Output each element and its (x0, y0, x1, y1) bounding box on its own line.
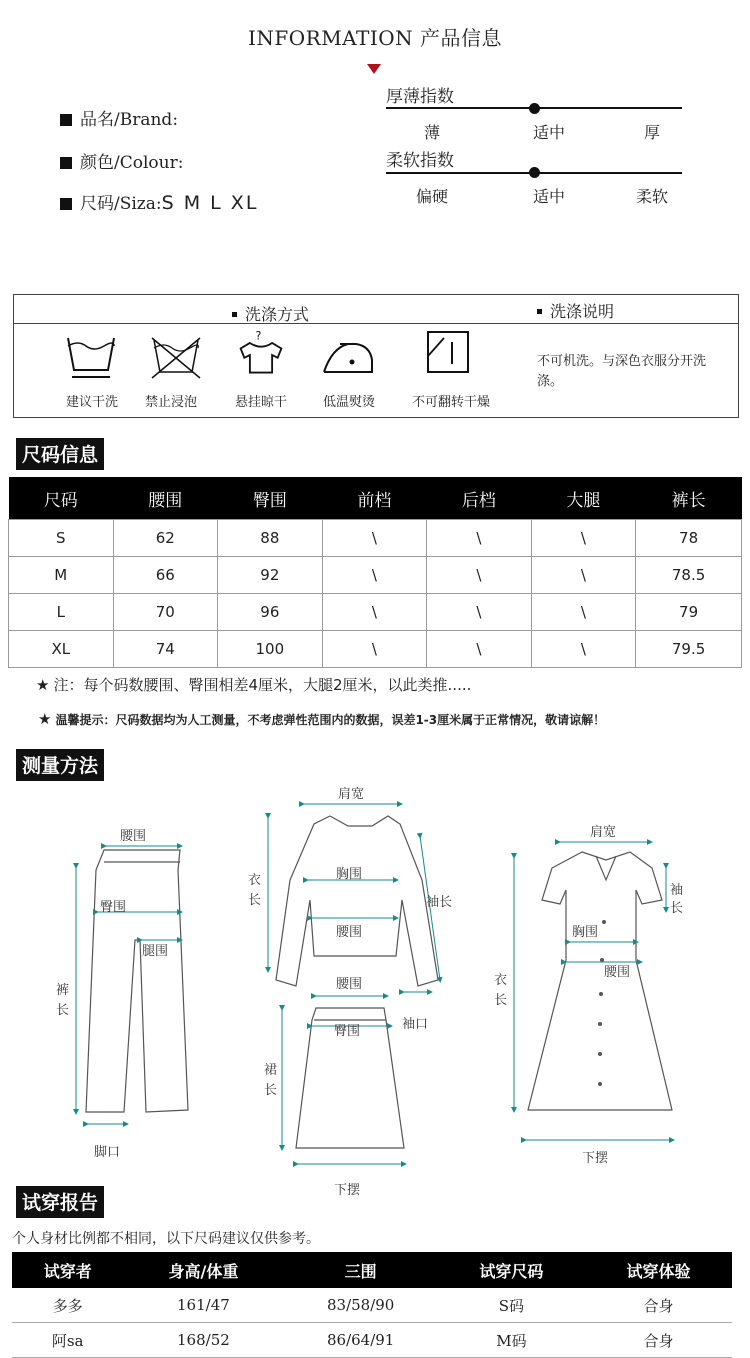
dress-shoulder-label: 肩宽 (590, 825, 617, 840)
softness-level-dot (529, 167, 540, 178)
wash-icon-label: 低温熨烫 (322, 395, 375, 410)
size-cell: \ (322, 631, 427, 668)
hang-dry-icon (231, 330, 291, 380)
fit-cell: 合身 (585, 1288, 732, 1323)
thickness-label-thin: 薄 (424, 123, 441, 142)
size-cell: \ (531, 520, 636, 557)
size-cell: 70 (113, 594, 218, 631)
thickness-label-thick: 厚 (644, 123, 661, 142)
size-header-cell: 臀围 (218, 477, 323, 520)
brand-label: 品名/Brand: (80, 110, 179, 130)
wash-icon-label: 禁止浸泡 (144, 395, 197, 410)
wash-header-divider (13, 323, 738, 324)
fit-cell: M码 (438, 1323, 585, 1358)
measure-method-tag: 测量方法 (16, 749, 104, 781)
fit-cell: 86/64/91 (283, 1323, 438, 1358)
dry-clean-basin-icon (62, 334, 122, 384)
pants-hip-label: 臀围 (100, 900, 127, 915)
size-cell: S (9, 520, 114, 557)
softness-title: 柔软指数 (386, 151, 454, 171)
measurement-diagram (0, 780, 750, 1200)
size-cell: 100 (218, 631, 323, 668)
square-bullet-icon (60, 157, 72, 169)
size-cell: \ (427, 631, 532, 668)
softness-label-soft: 柔软 (636, 187, 669, 206)
size-header-cell: 前档 (322, 477, 427, 520)
size-header-cell: 尺码 (9, 477, 114, 520)
colour-label: 颜色/Colour: (80, 153, 184, 173)
red-triangle-marker (367, 64, 381, 74)
dress-sleeve-label: 长 (670, 901, 684, 916)
star-icon: ★ (36, 676, 50, 694)
fit-header-cell: 试穿体验 (585, 1252, 732, 1288)
dress-length-label: 长 (494, 993, 508, 1008)
square-bullet-icon (232, 312, 237, 317)
fit-report-tag: 试穿报告 (16, 1186, 104, 1218)
fit-cell: 阿sa (12, 1323, 123, 1358)
size-cell: \ (531, 594, 636, 631)
size-cell: 74 (113, 631, 218, 668)
table-row (12, 1323, 732, 1358)
pants-length-label: 裤 (56, 983, 70, 998)
wash-icon-label: 悬挂晾干 (234, 395, 287, 410)
top-shoulder-label: 肩宽 (338, 787, 365, 802)
sweater-outline (276, 816, 438, 986)
dress-hem-label: 下摆 (582, 1151, 609, 1166)
fit-cell: 161/47 (123, 1288, 283, 1323)
fit-table-header (12, 1252, 732, 1288)
size-cell: \ (322, 557, 427, 594)
brand-row (60, 105, 178, 130)
skirt-hip-label: 臀围 (334, 1024, 361, 1039)
size-cell: XL (9, 631, 114, 668)
square-bullet-icon (537, 309, 542, 314)
size-cell: M (9, 557, 114, 594)
size-cell: 92 (218, 557, 323, 594)
colour-row (60, 148, 183, 173)
dress-outline (528, 852, 672, 1110)
top-cuff-label: 袖口 (402, 1017, 429, 1032)
skirt-length-label: 长 (264, 1083, 278, 1098)
square-bullet-icon (60, 114, 72, 126)
size-cell: 88 (218, 520, 323, 557)
pants-waist-label: 腰围 (120, 829, 147, 844)
size-cell: 79 (636, 594, 742, 631)
low-iron-icon (318, 334, 378, 384)
size-tip: ★ 温馨提示：尺码数据均为人工测量，不考虑弹性范围内的数据，误差1-3厘米属于正常情况，敬请谅解！ (38, 710, 606, 728)
size-table-header (9, 477, 742, 520)
table-row (9, 557, 742, 594)
size-row (60, 189, 258, 214)
size-table (8, 477, 742, 668)
star-icon: ★ (38, 710, 52, 728)
size-cell: 78 (636, 520, 742, 557)
fit-header-cell: 试穿尺码 (438, 1252, 585, 1288)
size-cell: 66 (113, 557, 218, 594)
size-cell: \ (427, 557, 532, 594)
page-title: INFORMATION 产品信息 (247, 26, 503, 50)
no-tumble-dry-icon (420, 330, 480, 380)
pants-length-label: 长 (56, 1003, 70, 1018)
size-label: 尺码/Siza: (80, 194, 162, 214)
size-cell: \ (427, 520, 532, 557)
svg-text:?: ? (255, 330, 262, 343)
size-cell: 96 (218, 594, 323, 631)
top-length-label: 长 (248, 893, 262, 908)
fit-cell: 83/58/90 (283, 1288, 438, 1323)
size-cell: L (9, 594, 114, 631)
wash-icon-label: 建议干洗 (65, 395, 118, 410)
skirt-waist-label: 腰围 (336, 977, 363, 992)
size-cell: \ (322, 520, 427, 557)
size-info-tag: 尺码信息 (16, 438, 104, 470)
size-cell: 62 (113, 520, 218, 557)
fit-cell: 168/52 (123, 1323, 283, 1358)
pants-outline (86, 850, 188, 1112)
table-row (12, 1288, 732, 1323)
skirt-hem-label: 下摆 (334, 1183, 361, 1198)
table-row (9, 520, 742, 557)
size-cell: \ (427, 594, 532, 631)
top-waist-label: 腰围 (336, 925, 363, 940)
softness-label-medium: 适中 (533, 187, 566, 206)
table-row (9, 594, 742, 631)
fit-header-cell: 三围 (283, 1252, 438, 1288)
size-cell: \ (531, 631, 636, 668)
thickness-title: 厚薄指数 (386, 87, 454, 107)
pants-hem-label: 脚口 (94, 1145, 121, 1160)
size-header-cell: 后档 (427, 477, 532, 520)
skirt-length-label: 裙 (264, 1063, 278, 1078)
size-cell: \ (531, 557, 636, 594)
size-note: ★ 注：每个码数腰围、臀围相差4厘米，大腿2厘米，以此类推..... (36, 676, 472, 694)
size-cell: 78.5 (636, 557, 742, 594)
square-bullet-icon (60, 198, 72, 210)
fit-header-cell: 身高/体重 (123, 1252, 283, 1288)
fit-cell: 合身 (585, 1323, 732, 1358)
size-header-cell: 大腿 (531, 477, 636, 520)
wash-method-title: 洗涤方式 (232, 302, 309, 325)
fit-cell: 多多 (12, 1288, 123, 1323)
size-cell: 79.5 (636, 631, 742, 668)
wash-note-text: 不可机洗。与深色衣服分开洗涤。 (537, 354, 707, 389)
no-soak-icon (146, 334, 206, 384)
dress-waist-label: 腰围 (604, 965, 631, 980)
size-header-cell: 腰围 (113, 477, 218, 520)
top-length-label: 衣 (248, 873, 262, 888)
size-header-cell: 裤长 (636, 477, 742, 520)
wash-note-title: 洗涤说明 (537, 299, 614, 322)
wash-icon-label: 不可翻转干燥 (411, 395, 490, 410)
thickness-label-medium: 适中 (533, 123, 566, 142)
pants-thigh-label: 腿围 (142, 944, 169, 959)
fit-cell: S码 (438, 1288, 585, 1323)
top-chest-label: 胸围 (336, 867, 363, 882)
fit-intro: 个人身材比例都不相同，以下尺码建议仅供参考。 (12, 1231, 320, 1247)
top-sleeve-label: 袖长 (426, 895, 453, 910)
softness-label-hard: 偏硬 (416, 187, 449, 206)
dress-chest-label: 胸围 (572, 925, 599, 940)
fit-header-cell: 试穿者 (12, 1252, 123, 1288)
thickness-level-dot (529, 103, 540, 114)
table-row (9, 631, 742, 668)
size-values: S M L XL (161, 192, 259, 214)
size-cell: \ (322, 594, 427, 631)
dress-sleeve-label: 袖 (670, 883, 684, 898)
fit-table (12, 1252, 732, 1358)
dress-length-label: 衣 (494, 973, 508, 988)
